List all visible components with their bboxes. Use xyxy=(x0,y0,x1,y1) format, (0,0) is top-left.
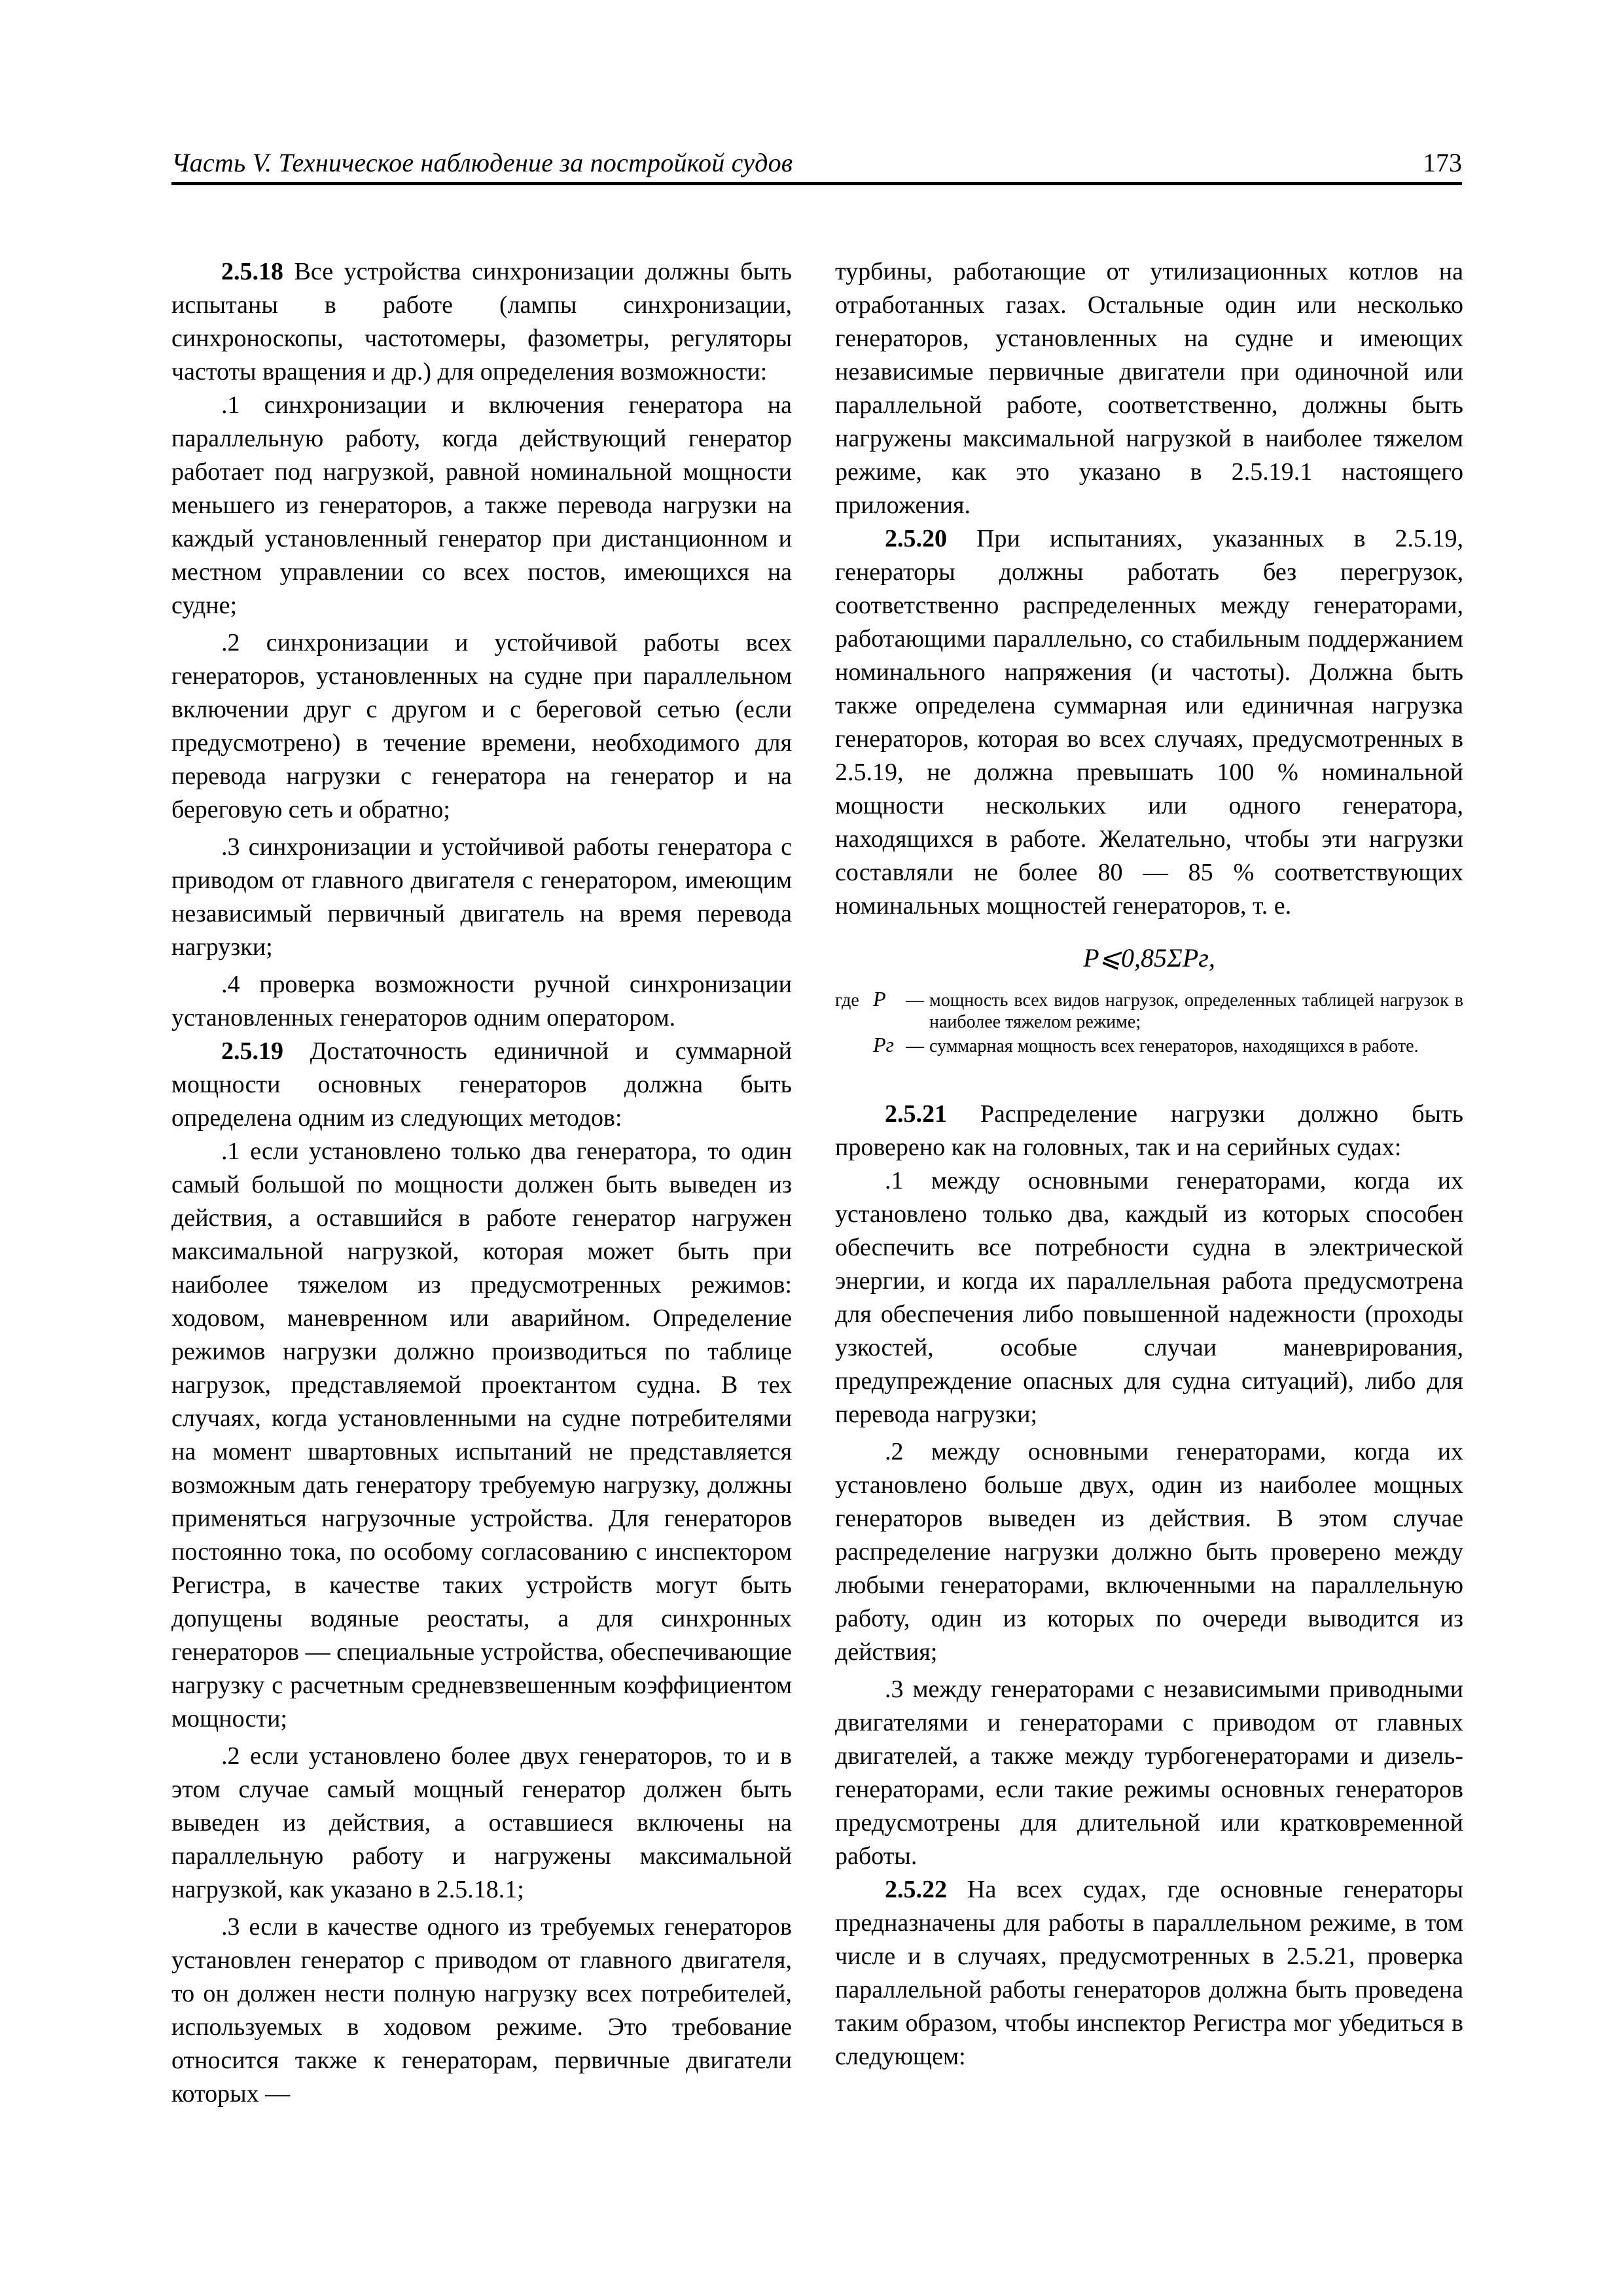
list-item: .3 между генераторами с независимыми приводными двигателями и генераторами с приводом от главных двигателей, а также между турбогенераторами и дизель-генераторами, если такие режимы основных генераторов предусмотрены для длительной или кратковременной работы. xyxy=(835,1676,1463,1870)
paragraph-continued: турбины, работающие от утилизационных котлов на отработанных газах. Остальные один или несколько генераторов, установленных на судне и имеющих независимые первичные двигатели при одиночной или параллельной работе, соответственно, должны быть нагружены максимальной нагрузкой в наиболее тяжелом режиме, как это указано в 2.5.19.1 настоящего приложения. xyxy=(835,258,1463,519)
paragraph-text: Все устройства синхронизации должны быть испытаны в работе (лампы синхронизации, синхроноскопы, частотомеры, фазометры, регуляторы частоты вращения и др.) для определения возможности: xyxy=(171,258,792,386)
paragraph-2-5-22 xyxy=(835,1873,1463,2073)
list-item: .4 проверка возможности ручной синхронизации установленных генераторов одним оператором. xyxy=(171,971,792,1031)
paragraph-2-5-19 xyxy=(171,1035,792,1135)
section-number: 2.5.21 xyxy=(885,1100,947,1128)
list-item: .2 синхронизации и устойчивой работы всех генераторов, установленных на судне при параллельном включении друг с другом и с береговой сетью (если предусмотрено) в течение времени, необходимого для перевода нагрузки с генератора на генератор и на береговую сеть и обратно; xyxy=(171,629,792,823)
paragraph-2-5-18 xyxy=(171,255,792,389)
formula: P⩽0,85ΣPг, xyxy=(1083,943,1215,973)
paragraph-text: На всех судах, где основные генераторы предназначены для работы в параллельном режиме, в том числе и в случаях, предусмотренных в 2.5.21, проверка параллельной работы генераторов должна быть проведена таким образом, чтобы инспектор Регистра мог убедиться в следующем: xyxy=(835,1876,1463,2070)
definition-pg xyxy=(835,1034,1463,1057)
definition-symbol: Pг xyxy=(873,1033,895,1056)
left-column xyxy=(171,255,792,2111)
list-item: .1 синхронизации и включения генератора на параллельную работу, когда действующий генератор работает под нагрузкой, равной номинальной мощности меньшего из генераторов, а также перевода нагрузки на каждый установленный генератор при дистанционном и местном управлении со всех постов, имеющихся на судне; xyxy=(171,391,792,619)
list-item: .2 между основными генераторами, когда их установлено больше двух, один из наиболее мощных генераторов выведен из действия. В этом случае распределение нагрузки должно быть проверено между любыми генераторами, включенными на параллельную работу, один из которых по очереди выводится из действия; xyxy=(835,1438,1463,1666)
section-number: 2.5.18 xyxy=(221,258,283,285)
list-item: .2 если установлено более двух генераторов, то и в этом случае самый мощный генератор должен быть выведен из действия, а оставшиеся включены на параллельную работу и нагружены максимальной нагрузкой, как указано в 2.5.18.1; xyxy=(171,1742,792,1903)
definition-symbol: P xyxy=(873,987,886,1011)
list-item: .3 синхронизации и устойчивой работы генератора с приводом от главного двигателя с генератором, имеющим независимый первичный двигатель на время перевода нагрузки; xyxy=(171,833,792,961)
running-header xyxy=(171,143,1462,185)
definition-dash: — xyxy=(906,1036,924,1056)
section-number: 2.5.19 xyxy=(221,1037,283,1065)
definition-lead: где xyxy=(835,990,859,1011)
running-header-title: Часть V. Техническое наблюдение за постройкой судов xyxy=(171,148,793,177)
paragraph-text: Распределение нагрузки должно быть проверено как на головных, так и на серийных судах: xyxy=(835,1100,1463,1161)
paragraph-text: При испытаниях, указанных в 2.5.19, генераторы должны работать без перегрузок, соответственно распределенных между генераторами, работающими параллельно, со стабильным поддержанием номинального напряжения (и частоты). Должна быть также определена суммарная или единичная нагрузка генераторов, которая во всех случаях, предусмотренных в 2.5.19, не должна превышать 100 % номинальной мощности нескольких или одного генератора, находящихся в работе. Желательно, чтобы эти нагрузки составляли не более 80 — 85 % соответствующих номинальных мощностей генераторов, т. е. xyxy=(835,525,1463,920)
definition-text: суммарная мощность всех генераторов, находящихся в работе. xyxy=(929,1036,1419,1056)
paragraph-2-5-20 xyxy=(835,522,1463,923)
definition-text: мощность всех видов нагрузок, определенных таблицей нагрузок в наиболее тяжелом режиме; xyxy=(929,990,1463,1032)
section-number: 2.5.20 xyxy=(885,525,947,552)
right-column xyxy=(835,255,1463,2073)
paragraph-text: Достаточность единичной и суммарной мощности основных генераторов должна быть определена одним из следующих методов: xyxy=(171,1037,792,1132)
formula-definitions xyxy=(835,988,1463,1057)
page-number: 173 xyxy=(1423,148,1462,177)
list-item: .3 если в качестве одного из требуемых генераторов установлен генератор с приводом от главного двигателя, то он должен нести полную нагрузку всех потребителей, используемых в ходовом режиме. Это требование относится также к генераторам, первичные двигатели которых — xyxy=(171,1913,792,2108)
definition-p xyxy=(835,988,1463,1033)
list-item: .1 если установлено только два генератора, то один самый большой по мощности должен быть выведен из действия, а оставшийся в работе генератор нагружен максимальной нагрузкой, которая может быть при наиболее тяжелом из предусмотренных режимов: ходовом, маневренном или аварийном. Определение режимов нагрузки должно производиться по таблице нагрузок, представляемой проектантом судна. В тех случаях, когда установленными на судне потребителями на момент швартовных испытаний не представляется возможным дать генератору требуемую нагрузку, должны применяться нагрузочные устройства. Для генераторов постоянно тока, по особому согласованию с инспектором Регистра, в качестве таких устройств могут быть допущены водяные реостаты, а для синхронных генераторов — специальные устройства, обеспечивающие нагрузку с расчетным средневзвешенным коэффициентом мощности; xyxy=(171,1138,792,1732)
section-number: 2.5.22 xyxy=(885,1876,947,1903)
definition-dash: — xyxy=(906,990,924,1011)
list-item: .1 между основными генераторами, когда их установлено только два, каждый из которых способен обеспечить все потребности судна в электрической энергии, и когда их параллельная работа предусмотрена для обеспечения либо повышенной надежности (проходы узкостей, особые случаи маневрирования, предупреждение опасных для судна ситуаций), либо для перевода нагрузки; xyxy=(835,1167,1463,1428)
paragraph-2-5-21 xyxy=(835,1098,1463,1164)
